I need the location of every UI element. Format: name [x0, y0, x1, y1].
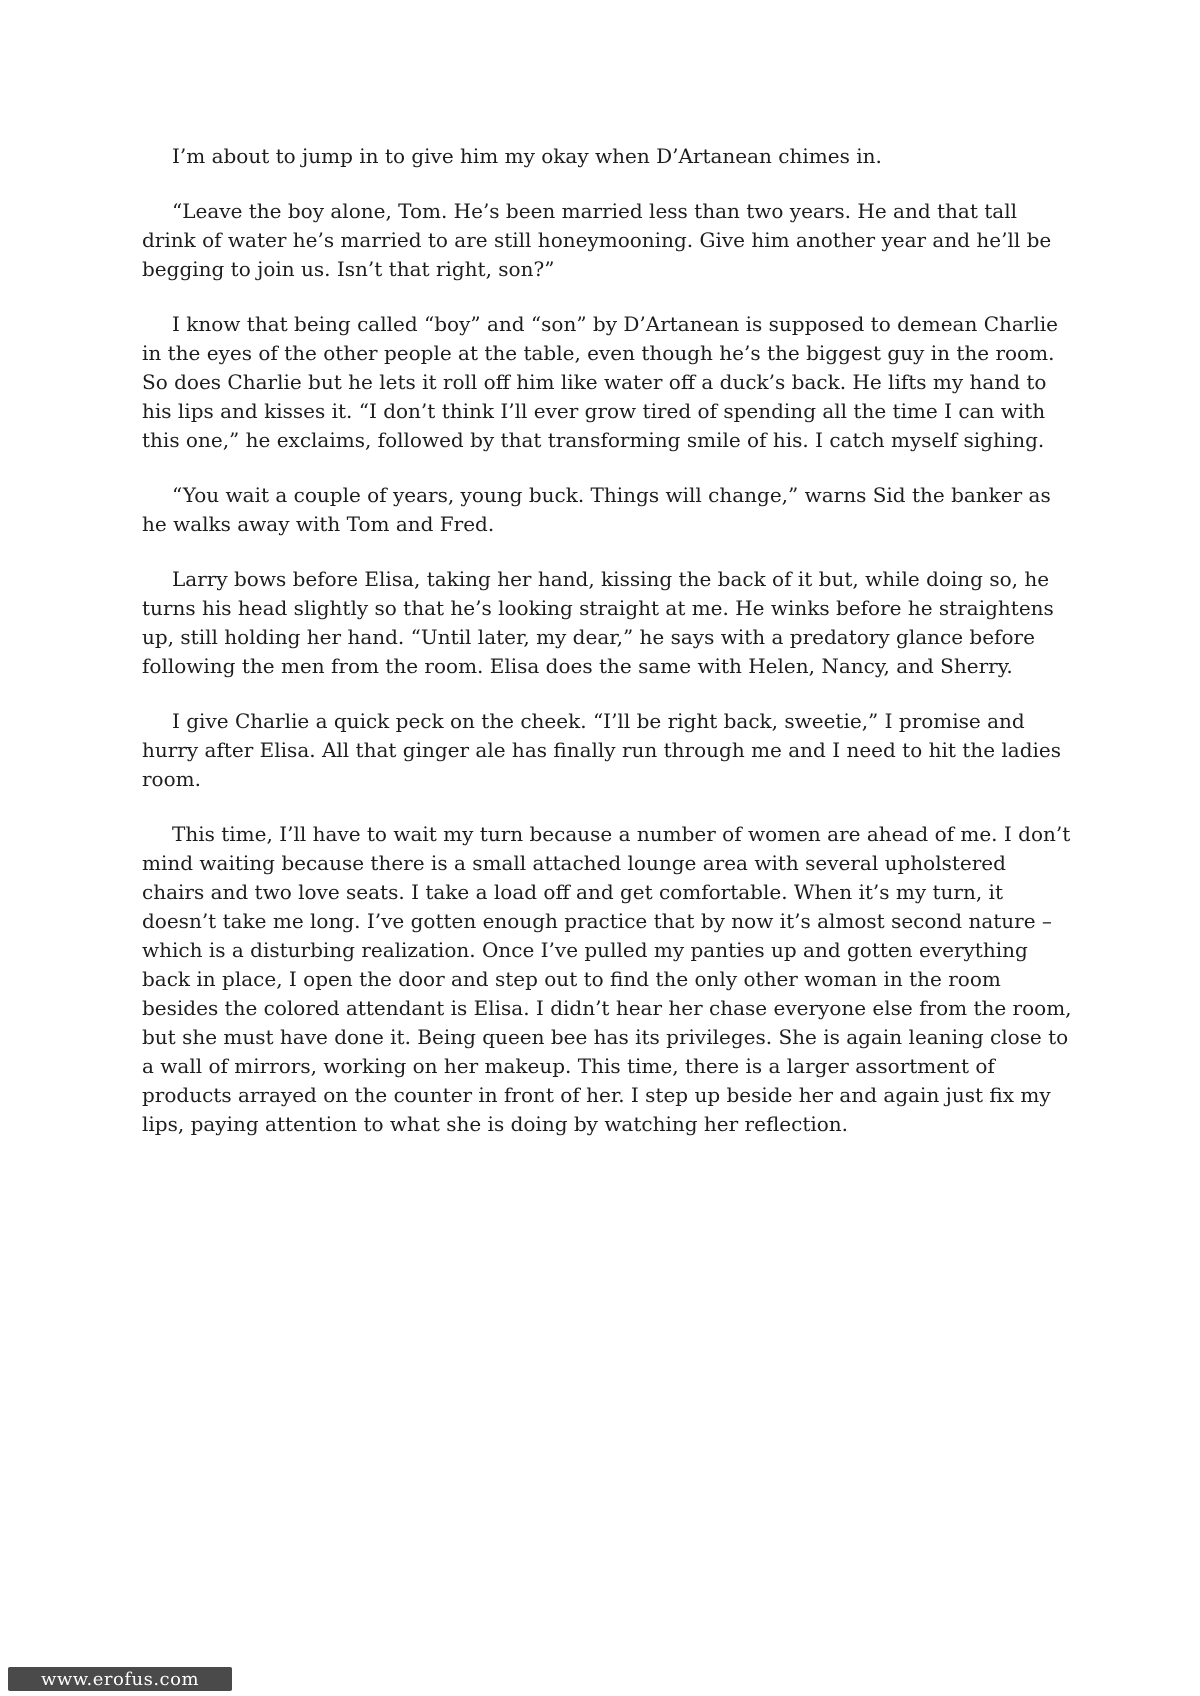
paragraph-6: I give Charlie a quick peck on the cheek. “I’ll be right back, sweetie,” I promise and hurry after Elisa. All that ginger ale has finally run through me and I need to hit the ladies room. — [142, 709, 1062, 791]
watermark-text: www.erofus.com — [40, 1668, 200, 1690]
paragraph-3: I know that being called “boy” and “son” by D’Artanean is supposed to demean Charlie in the eyes of the other people at the table, even though he’s the biggest guy in the room. So does Charlie but he lets it roll off him like water off a duck’s back. He lifts my hand to his lips and kisses it. “I don’t think I’ll ever grow tired of spending all the time I can with this one,” he exclaims, followed by that transforming smile of his. I catch myself sighing. — [142, 312, 1059, 452]
paragraph-4: “You wait a couple of years, young buck. Things will change,” warns Sid the banker as he walks away with Tom and Fred. — [142, 483, 1051, 536]
paragraph-2: “Leave the boy alone, Tom. He’s been married less than two years. He and that tall drink of water he’s married to are still honeymooning. Give him another year and he’ll be begging to join us. Isn’t that right, son?” — [142, 199, 1052, 281]
paragraph-7: This time, I’ll have to wait my turn because a number of women are ahead of me. I don’t mind waiting because there is a small attached lounge area with several upholstered chairs and two love seats. I take a load off and get comfortable. When it’s my turn, it doesn’t take me long. I’ve gotten enough practice that by now it’s almost second nature – which is a disturbing realization. Once I’ve pulled my panties up and gotten everything back in place, I open the door and step out to find the only other woman in the room besides the colored attendant is Elisa. I didn’t hear her chase everyone else from the room, but she must have done it. Being queen bee has its privileges. She is again leaning close to a wall of mirrors, working on her makeup. This time, there is a larger assortment of products arrayed on the counter in front of her. I step up beside her and again just fix my lips, paying attention to what she is doing by watching her reflection. — [142, 822, 1072, 1136]
body-text — [142, 142, 1072, 1165]
paragraph-1: I’m about to jump in to give him my okay when D’Artanean chimes in. — [172, 144, 882, 168]
paragraph-5: Larry bows before Elisa, taking her hand, kissing the back of it but, while doing so, he turns his head slightly so that he’s looking straight at me. He winks before he straightens up, still holding her hand. “Until later, my dear,” he says with a predatory glance before following the men from the room. Elisa does the same with Helen, Nancy, and Sherry. — [142, 567, 1054, 678]
watermark-badge — [8, 1667, 232, 1691]
